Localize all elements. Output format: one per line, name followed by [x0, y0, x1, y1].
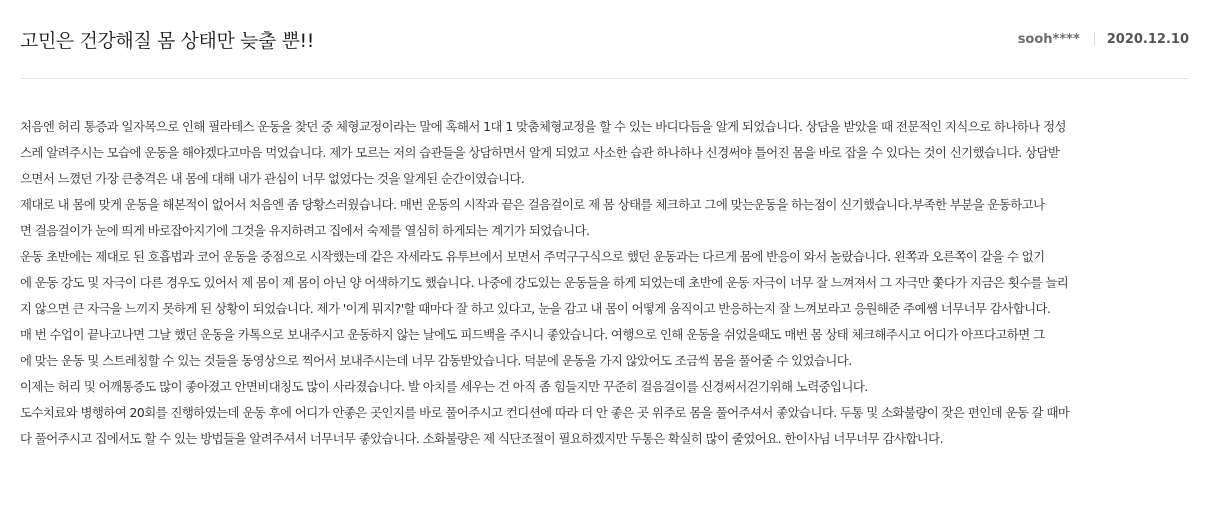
review-body: [20, 114, 1189, 452]
review-line: 처음엔 허리 통증과 일자목으로 인해 필라테스 운동을 찾던 중 체형교정이라는 말에 혹해서 1대 1 맞춤체형교정을 할 수 있는 바디다듬을 알게 되었습니다. 상담을 받았을 때 전문적인 지식으로 하나하나 정성: [20, 119, 1066, 134]
review-line: 매 번 수업이 끝나고나면 그날 했던 운동을 카톡으로 보내주시고 운동하지 않는 날에도 피드백을 주시니 좋았습니다. 여행으로 인해 운동을 쉬었을때도 매번 몸 상태 체크해주시고 어디가 아프다고하면 그: [20, 327, 1045, 342]
review-line: 지 않으면 큰 자극을 느끼지 못하게 된 상황이 되었습니다. 제가 '이게 뭐지?'할 때마다 잘 하고 있다고, 눈을 감고 내 몸이 어떻게 움직이고 반응하는지 잘 느껴보라고 응원해준 주예쌤 너무너무 감사합니다.: [20, 301, 1051, 316]
review-line: 도수치료와 병행하여 20회를 진행하였는데 운동 후에 어디가 안좋은 곳인지를 바로 풀어주시고 컨디션에 따라 더 안 좋은 곳 위주로 몸을 풀어주셔서 좋았습니다. 두통 및 소화불량이 잦은 편인데 운동 갈 때마: [20, 405, 1070, 420]
review-line: 제대로 내 몸에 맞게 운동을 해본적이 없어서 처음엔 좀 당황스러웠습니다. 매번 운동의 시작과 끝은 걸음걸이로 제 몸 상태를 체크하고 그에 맞는운동을 하는점이 신기했습니다.부족한 부분을 운동하고나: [20, 197, 1045, 212]
review-line: 운동 초반에는 제대로 된 호흡법과 코어 운동을 중점으로 시작했는데 같은 자세라도 유투브에서 보면서 주먹구구식으로 했던 운동과는 다르게 몸에 반응이 와서 놀랐습니다. 왼쪽과 오른쪽이 같을 수 없기: [20, 249, 1045, 264]
review-meta: [1018, 32, 1189, 47]
review-date: 2020.12.10: [1106, 31, 1189, 47]
meta-divider: [1094, 32, 1095, 46]
review-line: 에 운동 강도 및 자극이 다른 경우도 있어서 제 몸이 제 몸이 아닌 양 어색하기도 했습니다. 나중에 강도있는 운동들을 하게 되었는데 초반에 운동 자극이 너무 잘 느껴져서 그 자극만 쫓다가 지금은 횟수를 늘리: [20, 275, 1069, 290]
review-line: 으면서 느꼈던 가장 큰충격은 내 몸에 대해 내가 관심이 너무 없었다는 것을 알게된 순간이였습니다.: [20, 171, 525, 186]
review-line: 면 걸음걸이가 눈에 띄게 바로잡아지기에 그것을 유지하려고 집에서 숙제를 열심히 하게되는 계기가 되었습니다.: [20, 223, 590, 238]
review-line: 다 풀어주시고 집에서도 할 수 있는 방법들을 알려주셔서 너무너무 좋았습니다. 소화불량은 제 식단조절이 필요하겠지만 두통은 확실히 많이 줄었어요. 한이사님 너무너무 감사합니다.: [20, 431, 943, 446]
review-author: sooh****: [1017, 31, 1080, 47]
review-line: 에 맞는 운동 및 스트레칭할 수 있는 것들을 동영상으로 찍어서 보내주시는데 너무 감동받았습니다. 덕분에 운동을 가지 않았어도 조금씩 몸을 풀어줄 수 있었습니다.: [20, 353, 852, 368]
review-title: 고민은 건강해질 몸 상태만 늦출 뿐!!: [20, 29, 314, 52]
review-header: [20, 0, 1189, 79]
review-line: 스레 알려주시는 모습에 운동을 해야겠다고마음 먹었습니다. 제가 모르는 저의 습관들을 상담하면서 알게 되었고 사소한 습관 하나하나 신경써야 틀어진 몸을 바로 잡을 수 있다는 것이 신기했습니다. 상담받: [20, 145, 1060, 160]
review-line: 이제는 허리 및 어깨통증도 많이 좋아졌고 안면비대칭도 많이 사라졌습니다. 발 아치를 세우는 건 아직 좀 힘들지만 꾸준히 걸음걸이를 신경써서걷기위해 노력중입니다.: [20, 379, 868, 394]
